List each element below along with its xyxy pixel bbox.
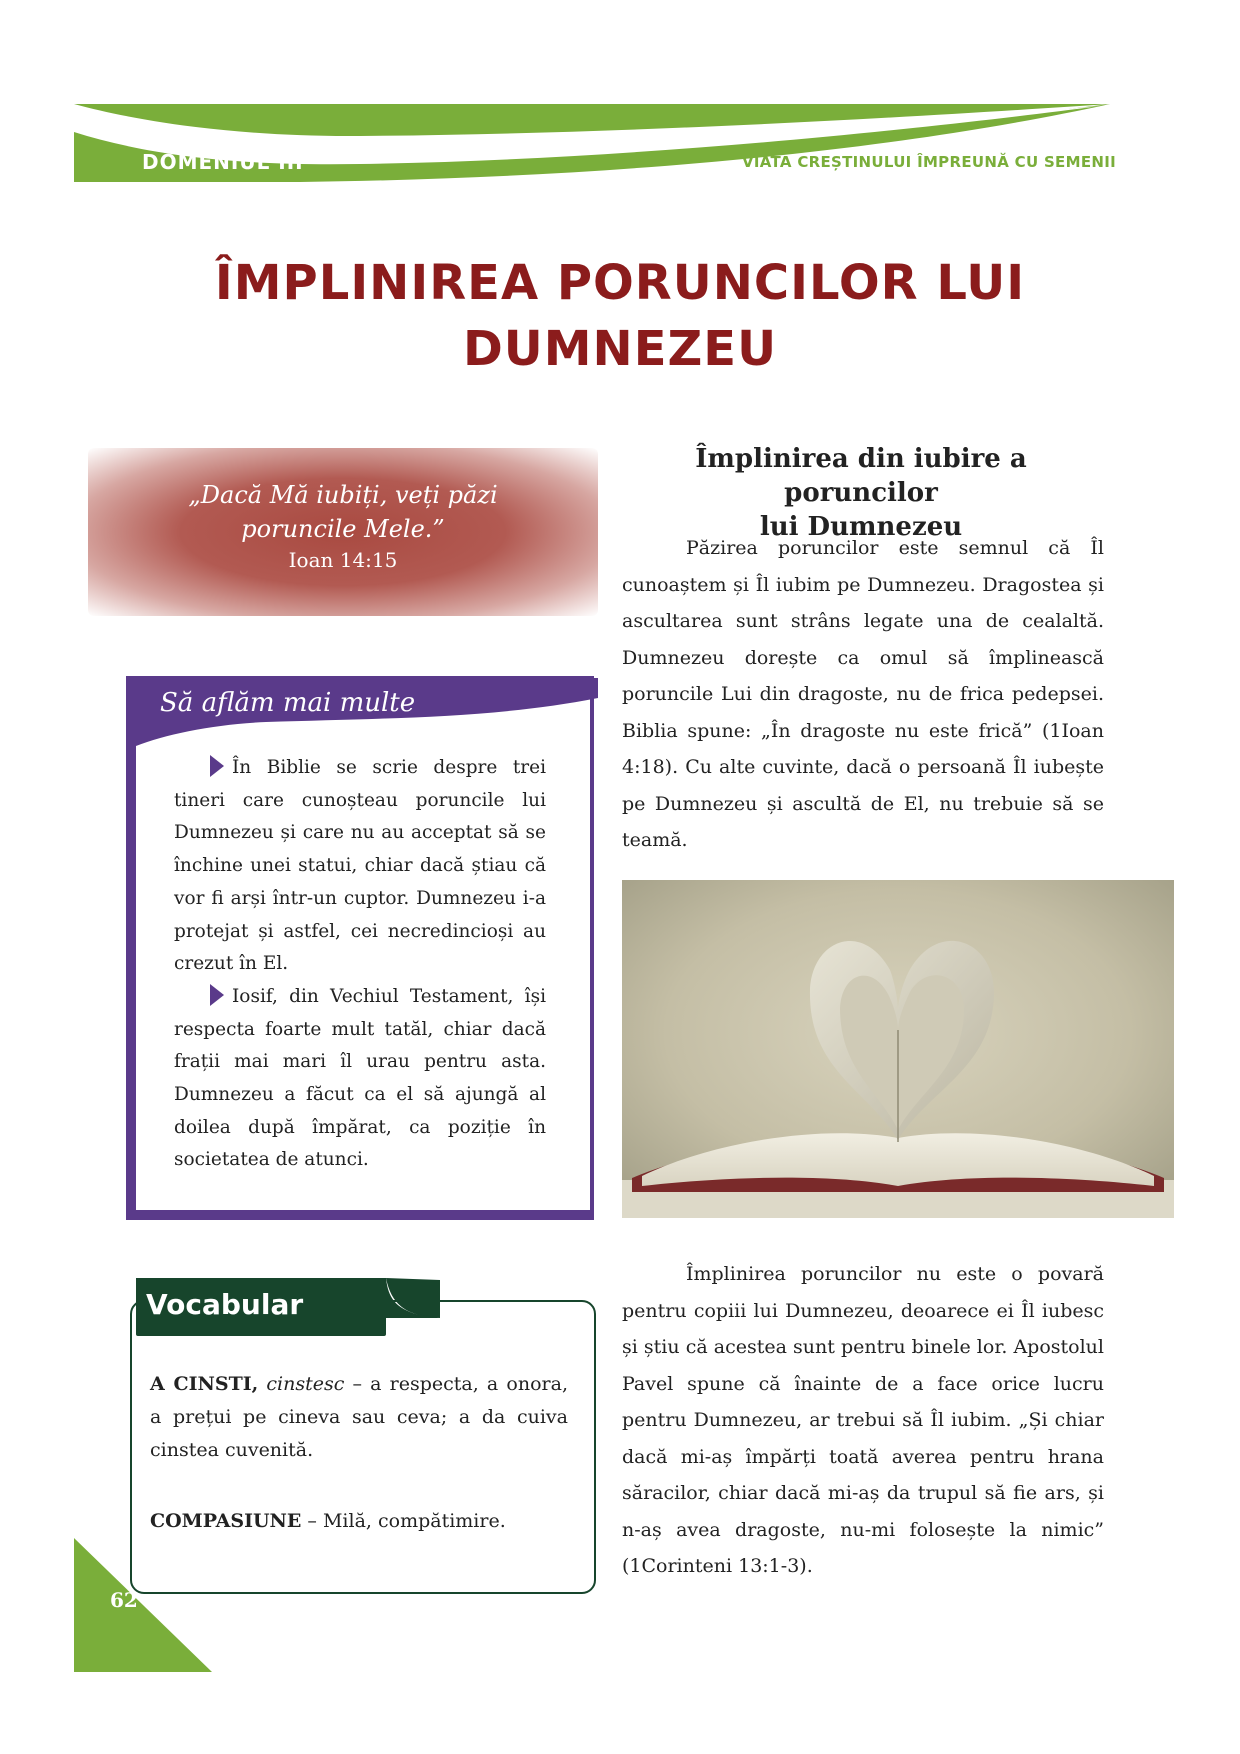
section-heading: [616, 442, 1106, 544]
quote-reference: Ioan 14:15: [288, 548, 398, 572]
page-corner: [74, 1538, 214, 1678]
page-title: [120, 250, 1120, 382]
bullet-arrow-icon: [210, 755, 224, 777]
learn-more-content: [174, 752, 546, 1177]
chapter-label: VIATA CREȘTINULUI ÎMPREUNĂ CU SEMENII: [741, 153, 1116, 171]
learn-more-paragraph: În Biblie se scrie despre trei tineri care cunoșteau poruncile lui Dumnezeu și care nu au acceptat să se închine unei statui, chiar dacă știau că vor fi arși într-un cuptor. Dumnezeu i-a protejat și astfel, cei necredincioși au crezut în El.: [174, 757, 546, 975]
page-number: 62: [110, 1588, 138, 1612]
page-title-line2: DUMNEZEU: [462, 321, 778, 377]
vocabulary-content: [150, 1368, 568, 1538]
section-heading-line2: lui Dumnezeu: [759, 512, 963, 542]
vocabulary-definition: – a respecta, a onora, a prețui pe cineva sau ceva; a da cuiva cinstea cuvenită.: [150, 1373, 568, 1461]
learn-more-heading: Să aflăm mai multe: [160, 688, 416, 718]
quote-line1: „Dacă Mă iubiți, veți păzi: [188, 481, 498, 509]
section-paragraph-1: Păzirea poruncilor este semnul că Îl cunoaștem și Îl iubim pe Dumnezeu. Dragostea și ascultarea sunt strâns legate una de cealaltă. Dumnezeu dorește ca omul să împlinească poruncile Lui din dragoste, nu de frica pedepsei. Biblia spune: „În dragoste nu este frică” (1Ioan 4:18). Cu alte cuvinte, dacă o persoană Îl iubește pe Dumnezeu și ascultă de El, nu trebuie să se teamă.: [622, 537, 1104, 851]
vocabulary-entry: [150, 1505, 568, 1538]
page-title-line1: ÎMPLINIREA PORUNCILOR LUI: [214, 255, 1026, 311]
quote-box: [88, 448, 598, 616]
book-heart-photo: [622, 880, 1174, 1218]
quote-line2: poruncile Mele.”: [241, 515, 445, 543]
bullet-arrow-icon: [210, 984, 224, 1006]
section-heading-line1: Împlinirea din iubire a poruncilor: [695, 444, 1027, 508]
section-paragraph-2: Împlinirea poruncilor nu este o povară pentru copiii lui Dumnezeu, deoarece ei Îl iubesc și știu că acestea sunt pentru binele lor. Apostolul Pavel spune că înainte de a face orice lucru pentru Dumnezeu, ar trebui să Îl iubim. „Și chiar dacă mi-aș împărți toată averea pentru hrana săracilor, chiar dacă mi-aș da trupul să fie ars, și n-aș avea dragoste, nu-mi folosește la nimic” (1Corinteni 13:1-3).: [622, 1263, 1104, 1577]
vocabulary-heading: Vocabular: [146, 1288, 304, 1321]
vocabulary-term: A CINSTI,: [150, 1373, 259, 1395]
vocabulary-entry: [150, 1368, 568, 1467]
learn-more-paragraph: Iosif, din Vechiul Testament, își respecta foarte mult tatăl, chiar dacă frații mai mari îl urau pentru asta. Dumnezeu a făcut ca el să ajungă al doilea după împărat, ca poziție în societatea de atunci.: [174, 985, 546, 1171]
domain-label: DOMENIUL III: [142, 150, 304, 174]
vocabulary-definition: – Milă, compătimire.: [301, 1510, 506, 1532]
vocabulary-term: COMPASIUNE: [150, 1510, 302, 1532]
vocabulary-form: cinstesc: [266, 1373, 345, 1395]
